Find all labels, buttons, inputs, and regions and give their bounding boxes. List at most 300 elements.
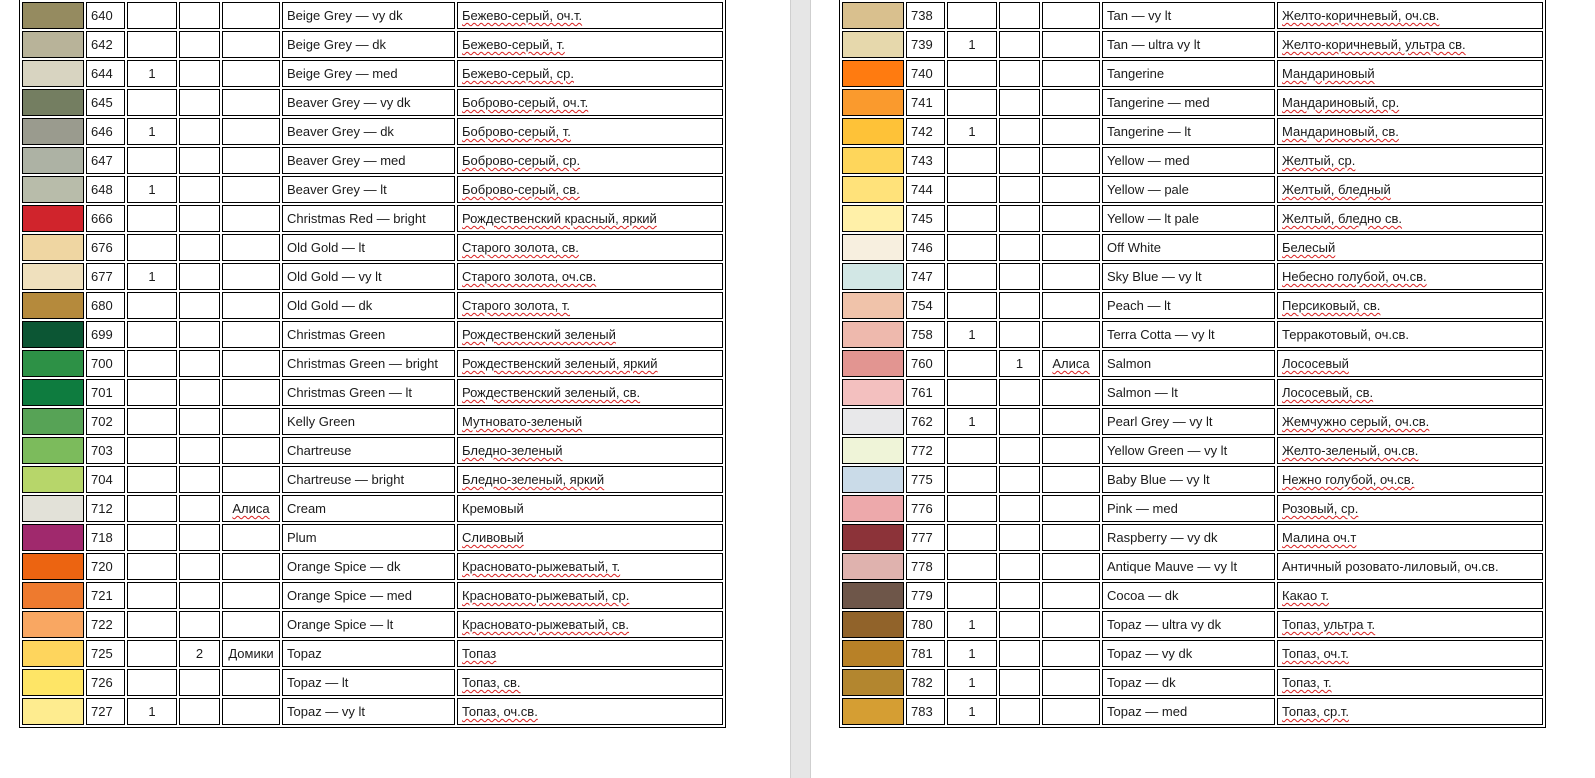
english-name-cell[interactable] [282, 60, 455, 87]
count-cell-2[interactable] [999, 60, 1040, 87]
russian-name-cell[interactable] [1277, 466, 1543, 493]
english-name-cell[interactable] [1102, 698, 1275, 725]
floss-code-cell[interactable] [86, 379, 125, 406]
color-swatch-cell[interactable] [22, 89, 84, 116]
english-name-cell[interactable] [1102, 495, 1275, 522]
note-cell[interactable] [1042, 31, 1100, 58]
count-cell-2[interactable] [179, 176, 220, 203]
count-cell-1[interactable] [947, 205, 997, 232]
color-swatch-cell[interactable] [22, 176, 84, 203]
count-cell-1[interactable] [947, 408, 997, 435]
note-cell[interactable] [1042, 60, 1100, 87]
note-cell[interactable] [222, 698, 280, 725]
floss-code-cell[interactable] [86, 408, 125, 435]
count-cell-1[interactable] [947, 495, 997, 522]
count-cell-2[interactable] [999, 553, 1040, 580]
english-name-cell[interactable] [1102, 118, 1275, 145]
count-cell-2[interactable] [999, 350, 1040, 377]
count-cell-2[interactable] [999, 495, 1040, 522]
count-cell-1[interactable] [947, 698, 997, 725]
count-cell-2[interactable] [179, 263, 220, 290]
russian-name-cell[interactable] [457, 2, 723, 29]
english-name-cell[interactable] [282, 582, 455, 609]
color-swatch-cell[interactable] [22, 553, 84, 580]
color-swatch-cell[interactable] [842, 350, 904, 377]
note-cell[interactable] [222, 147, 280, 174]
count-cell-2[interactable] [999, 31, 1040, 58]
color-swatch-cell[interactable] [22, 669, 84, 696]
russian-name-cell[interactable] [457, 60, 723, 87]
count-cell-1[interactable] [947, 31, 997, 58]
english-name-cell[interactable] [1102, 205, 1275, 232]
russian-name-cell[interactable] [1277, 437, 1543, 464]
floss-code-cell[interactable] [906, 379, 945, 406]
count-cell-1[interactable] [127, 118, 177, 145]
count-cell-1[interactable] [127, 89, 177, 116]
english-name-cell[interactable] [1102, 234, 1275, 261]
russian-name-cell[interactable] [1277, 553, 1543, 580]
russian-name-cell[interactable] [457, 234, 723, 261]
russian-name-cell[interactable] [1277, 582, 1543, 609]
color-swatch-cell[interactable] [842, 553, 904, 580]
floss-code-cell[interactable] [86, 553, 125, 580]
floss-code-cell[interactable] [906, 263, 945, 290]
russian-name-cell[interactable] [457, 205, 723, 232]
note-cell[interactable] [1042, 118, 1100, 145]
russian-name-cell[interactable] [457, 495, 723, 522]
note-cell[interactable] [222, 582, 280, 609]
count-cell-2[interactable] [179, 582, 220, 609]
english-name-cell[interactable] [282, 176, 455, 203]
count-cell-2[interactable] [179, 408, 220, 435]
count-cell-2[interactable] [179, 669, 220, 696]
floss-code-cell[interactable] [906, 176, 945, 203]
english-name-cell[interactable] [282, 205, 455, 232]
count-cell-2[interactable] [999, 408, 1040, 435]
note-cell[interactable] [222, 118, 280, 145]
count-cell-2[interactable] [179, 234, 220, 261]
note-cell[interactable] [222, 89, 280, 116]
floss-code-cell[interactable] [86, 118, 125, 145]
floss-code-cell[interactable] [86, 350, 125, 377]
english-name-cell[interactable] [282, 669, 455, 696]
floss-code-cell[interactable] [906, 234, 945, 261]
russian-name-cell[interactable] [457, 640, 723, 667]
count-cell-2[interactable] [179, 205, 220, 232]
russian-name-cell[interactable] [1277, 379, 1543, 406]
count-cell-2[interactable] [999, 466, 1040, 493]
count-cell-2[interactable] [179, 292, 220, 319]
count-cell-2[interactable] [179, 350, 220, 377]
note-cell[interactable] [1042, 466, 1100, 493]
russian-name-cell[interactable] [1277, 611, 1543, 638]
count-cell-1[interactable] [127, 611, 177, 638]
english-name-cell[interactable] [282, 118, 455, 145]
russian-name-cell[interactable] [1277, 698, 1543, 725]
count-cell-2[interactable] [999, 205, 1040, 232]
floss-code-cell[interactable] [906, 669, 945, 696]
color-swatch-cell[interactable] [842, 89, 904, 116]
note-cell[interactable] [222, 495, 280, 522]
color-swatch-cell[interactable] [22, 31, 84, 58]
floss-code-cell[interactable] [906, 582, 945, 609]
russian-name-cell[interactable] [1277, 176, 1543, 203]
note-cell[interactable] [1042, 176, 1100, 203]
english-name-cell[interactable] [1102, 147, 1275, 174]
russian-name-cell[interactable] [457, 582, 723, 609]
color-swatch-cell[interactable] [842, 640, 904, 667]
color-swatch-cell[interactable] [22, 495, 84, 522]
color-swatch-cell[interactable] [22, 2, 84, 29]
note-cell[interactable] [222, 234, 280, 261]
floss-code-cell[interactable] [906, 321, 945, 348]
note-cell[interactable] [1042, 698, 1100, 725]
count-cell-1[interactable] [127, 350, 177, 377]
color-swatch-cell[interactable] [22, 234, 84, 261]
english-name-cell[interactable] [282, 292, 455, 319]
note-cell[interactable] [222, 321, 280, 348]
color-swatch-cell[interactable] [842, 524, 904, 551]
floss-code-cell[interactable] [86, 2, 125, 29]
english-name-cell[interactable] [1102, 437, 1275, 464]
floss-code-cell[interactable] [86, 60, 125, 87]
floss-code-cell[interactable] [86, 582, 125, 609]
russian-name-cell[interactable] [457, 437, 723, 464]
note-cell[interactable] [222, 466, 280, 493]
english-name-cell[interactable] [282, 553, 455, 580]
english-name-cell[interactable] [1102, 31, 1275, 58]
floss-code-cell[interactable] [906, 89, 945, 116]
floss-code-cell[interactable] [906, 147, 945, 174]
count-cell-2[interactable] [999, 89, 1040, 116]
count-cell-2[interactable] [999, 379, 1040, 406]
note-cell[interactable] [1042, 524, 1100, 551]
note-cell[interactable] [1042, 611, 1100, 638]
count-cell-1[interactable] [947, 582, 997, 609]
english-name-cell[interactable] [282, 89, 455, 116]
english-name-cell[interactable] [1102, 466, 1275, 493]
count-cell-1[interactable] [947, 321, 997, 348]
color-swatch-cell[interactable] [842, 176, 904, 203]
count-cell-2[interactable] [179, 118, 220, 145]
count-cell-1[interactable] [947, 611, 997, 638]
count-cell-2[interactable] [999, 234, 1040, 261]
color-swatch-cell[interactable] [22, 611, 84, 638]
count-cell-2[interactable] [999, 437, 1040, 464]
note-cell[interactable] [222, 205, 280, 232]
floss-code-cell[interactable] [906, 118, 945, 145]
color-swatch-cell[interactable] [842, 263, 904, 290]
note-cell[interactable] [1042, 553, 1100, 580]
floss-code-cell[interactable] [86, 205, 125, 232]
english-name-cell[interactable] [1102, 553, 1275, 580]
count-cell-1[interactable] [947, 147, 997, 174]
english-name-cell[interactable] [1102, 263, 1275, 290]
color-swatch-cell[interactable] [842, 205, 904, 232]
note-cell[interactable] [222, 524, 280, 551]
floss-code-cell[interactable] [906, 611, 945, 638]
english-name-cell[interactable] [1102, 669, 1275, 696]
note-cell[interactable] [1042, 408, 1100, 435]
russian-name-cell[interactable] [1277, 31, 1543, 58]
russian-name-cell[interactable] [1277, 495, 1543, 522]
count-cell-2[interactable] [179, 698, 220, 725]
russian-name-cell[interactable] [457, 321, 723, 348]
english-name-cell[interactable] [1102, 611, 1275, 638]
count-cell-2[interactable] [999, 292, 1040, 319]
note-cell[interactable] [1042, 669, 1100, 696]
floss-code-cell[interactable] [86, 669, 125, 696]
count-cell-1[interactable] [947, 89, 997, 116]
color-swatch-cell[interactable] [842, 582, 904, 609]
color-swatch-cell[interactable] [22, 147, 84, 174]
russian-name-cell[interactable] [1277, 147, 1543, 174]
floss-code-cell[interactable] [86, 611, 125, 638]
russian-name-cell[interactable] [457, 118, 723, 145]
english-name-cell[interactable] [282, 466, 455, 493]
russian-name-cell[interactable] [1277, 118, 1543, 145]
count-cell-2[interactable] [179, 321, 220, 348]
count-cell-1[interactable] [947, 2, 997, 29]
note-cell[interactable] [1042, 263, 1100, 290]
floss-code-cell[interactable] [86, 437, 125, 464]
color-swatch-cell[interactable] [842, 698, 904, 725]
color-swatch-cell[interactable] [22, 582, 84, 609]
russian-name-cell[interactable] [457, 611, 723, 638]
russian-name-cell[interactable] [457, 698, 723, 725]
note-cell[interactable] [1042, 147, 1100, 174]
color-swatch-cell[interactable] [22, 698, 84, 725]
floss-code-cell[interactable] [86, 234, 125, 261]
english-name-cell[interactable] [282, 698, 455, 725]
note-cell[interactable] [1042, 437, 1100, 464]
count-cell-1[interactable] [947, 379, 997, 406]
color-swatch-cell[interactable] [22, 379, 84, 406]
note-cell[interactable] [1042, 379, 1100, 406]
count-cell-2[interactable] [179, 466, 220, 493]
count-cell-1[interactable] [127, 698, 177, 725]
count-cell-1[interactable] [127, 669, 177, 696]
note-cell[interactable] [1042, 495, 1100, 522]
count-cell-2[interactable] [999, 640, 1040, 667]
count-cell-1[interactable] [947, 292, 997, 319]
floss-code-cell[interactable] [86, 698, 125, 725]
floss-code-cell[interactable] [906, 466, 945, 493]
count-cell-1[interactable] [127, 205, 177, 232]
count-cell-2[interactable] [999, 582, 1040, 609]
note-cell[interactable] [1042, 350, 1100, 377]
count-cell-1[interactable] [127, 408, 177, 435]
color-swatch-cell[interactable] [842, 118, 904, 145]
note-cell[interactable] [1042, 582, 1100, 609]
color-swatch-cell[interactable] [842, 31, 904, 58]
count-cell-1[interactable] [127, 553, 177, 580]
english-name-cell[interactable] [282, 524, 455, 551]
count-cell-1[interactable] [947, 263, 997, 290]
english-name-cell[interactable] [282, 437, 455, 464]
note-cell[interactable] [222, 176, 280, 203]
color-swatch-cell[interactable] [22, 292, 84, 319]
count-cell-2[interactable] [999, 176, 1040, 203]
english-name-cell[interactable] [1102, 176, 1275, 203]
russian-name-cell[interactable] [457, 263, 723, 290]
note-cell[interactable] [222, 2, 280, 29]
count-cell-1[interactable] [127, 524, 177, 551]
note-cell[interactable] [222, 408, 280, 435]
count-cell-1[interactable] [127, 466, 177, 493]
note-cell[interactable] [222, 292, 280, 319]
floss-code-cell[interactable] [86, 321, 125, 348]
english-name-cell[interactable] [1102, 350, 1275, 377]
note-cell[interactable] [222, 31, 280, 58]
russian-name-cell[interactable] [457, 350, 723, 377]
note-cell[interactable] [222, 611, 280, 638]
count-cell-1[interactable] [127, 60, 177, 87]
floss-code-cell[interactable] [906, 495, 945, 522]
count-cell-2[interactable] [179, 147, 220, 174]
count-cell-1[interactable] [127, 2, 177, 29]
color-swatch-cell[interactable] [842, 466, 904, 493]
english-name-cell[interactable] [282, 31, 455, 58]
count-cell-1[interactable] [947, 524, 997, 551]
english-name-cell[interactable] [1102, 2, 1275, 29]
note-cell[interactable] [222, 669, 280, 696]
count-cell-2[interactable] [179, 2, 220, 29]
english-name-cell[interactable] [282, 234, 455, 261]
russian-name-cell[interactable] [1277, 669, 1543, 696]
russian-name-cell[interactable] [1277, 2, 1543, 29]
count-cell-1[interactable] [127, 147, 177, 174]
note-cell[interactable] [1042, 2, 1100, 29]
count-cell-1[interactable] [947, 553, 997, 580]
russian-name-cell[interactable] [1277, 292, 1543, 319]
color-swatch-cell[interactable] [842, 495, 904, 522]
floss-code-cell[interactable] [906, 350, 945, 377]
russian-name-cell[interactable] [457, 89, 723, 116]
color-swatch-cell[interactable] [22, 321, 84, 348]
color-swatch-cell[interactable] [22, 466, 84, 493]
note-cell[interactable] [222, 350, 280, 377]
color-swatch-cell[interactable] [842, 321, 904, 348]
english-name-cell[interactable] [282, 147, 455, 174]
russian-name-cell[interactable] [1277, 263, 1543, 290]
russian-name-cell[interactable] [1277, 205, 1543, 232]
russian-name-cell[interactable] [457, 408, 723, 435]
english-name-cell[interactable] [282, 611, 455, 638]
english-name-cell[interactable] [282, 2, 455, 29]
english-name-cell[interactable] [282, 350, 455, 377]
count-cell-2[interactable] [179, 379, 220, 406]
note-cell[interactable] [1042, 234, 1100, 261]
english-name-cell[interactable] [282, 408, 455, 435]
count-cell-1[interactable] [947, 640, 997, 667]
english-name-cell[interactable] [1102, 60, 1275, 87]
floss-code-cell[interactable] [906, 553, 945, 580]
note-cell[interactable] [1042, 292, 1100, 319]
count-cell-2[interactable] [999, 698, 1040, 725]
count-cell-1[interactable] [127, 379, 177, 406]
floss-code-cell[interactable] [906, 698, 945, 725]
count-cell-1[interactable] [947, 60, 997, 87]
russian-name-cell[interactable] [457, 379, 723, 406]
note-cell[interactable] [222, 379, 280, 406]
floss-code-cell[interactable] [86, 31, 125, 58]
english-name-cell[interactable] [282, 321, 455, 348]
english-name-cell[interactable] [1102, 408, 1275, 435]
color-swatch-cell[interactable] [22, 205, 84, 232]
note-cell[interactable] [1042, 205, 1100, 232]
count-cell-2[interactable] [999, 263, 1040, 290]
color-swatch-cell[interactable] [22, 640, 84, 667]
russian-name-cell[interactable] [457, 147, 723, 174]
english-name-cell[interactable] [282, 263, 455, 290]
floss-code-cell[interactable] [86, 147, 125, 174]
note-cell[interactable] [222, 60, 280, 87]
floss-code-cell[interactable] [86, 176, 125, 203]
english-name-cell[interactable] [1102, 524, 1275, 551]
english-name-cell[interactable] [282, 379, 455, 406]
color-swatch-cell[interactable] [842, 669, 904, 696]
color-swatch-cell[interactable] [842, 60, 904, 87]
russian-name-cell[interactable] [457, 466, 723, 493]
note-cell[interactable] [222, 553, 280, 580]
count-cell-2[interactable] [179, 553, 220, 580]
count-cell-2[interactable] [179, 89, 220, 116]
color-swatch-cell[interactable] [842, 234, 904, 261]
count-cell-2[interactable] [999, 118, 1040, 145]
russian-name-cell[interactable] [1277, 321, 1543, 348]
russian-name-cell[interactable] [1277, 89, 1543, 116]
russian-name-cell[interactable] [457, 31, 723, 58]
count-cell-1[interactable] [947, 234, 997, 261]
count-cell-2[interactable] [999, 611, 1040, 638]
english-name-cell[interactable] [1102, 89, 1275, 116]
count-cell-2[interactable] [179, 611, 220, 638]
english-name-cell[interactable] [1102, 292, 1275, 319]
color-swatch-cell[interactable] [842, 292, 904, 319]
floss-code-cell[interactable] [86, 495, 125, 522]
note-cell[interactable] [222, 437, 280, 464]
floss-code-cell[interactable] [906, 437, 945, 464]
count-cell-2[interactable] [999, 147, 1040, 174]
count-cell-1[interactable] [127, 321, 177, 348]
floss-code-cell[interactable] [86, 89, 125, 116]
count-cell-1[interactable] [127, 582, 177, 609]
floss-code-cell[interactable] [906, 408, 945, 435]
count-cell-2[interactable] [179, 60, 220, 87]
english-name-cell[interactable] [1102, 321, 1275, 348]
note-cell[interactable] [222, 263, 280, 290]
english-name-cell[interactable] [1102, 582, 1275, 609]
color-swatch-cell[interactable] [22, 408, 84, 435]
floss-code-cell[interactable] [86, 263, 125, 290]
count-cell-2[interactable] [999, 669, 1040, 696]
count-cell-2[interactable] [179, 524, 220, 551]
count-cell-1[interactable] [947, 176, 997, 203]
color-swatch-cell[interactable] [22, 524, 84, 551]
note-cell[interactable] [1042, 640, 1100, 667]
color-swatch-cell[interactable] [842, 147, 904, 174]
count-cell-1[interactable] [127, 263, 177, 290]
count-cell-1[interactable] [127, 495, 177, 522]
color-swatch-cell[interactable] [22, 118, 84, 145]
floss-code-cell[interactable] [906, 60, 945, 87]
color-swatch-cell[interactable] [22, 263, 84, 290]
russian-name-cell[interactable] [457, 292, 723, 319]
color-swatch-cell[interactable] [22, 60, 84, 87]
floss-code-cell[interactable] [906, 31, 945, 58]
english-name-cell[interactable] [282, 495, 455, 522]
